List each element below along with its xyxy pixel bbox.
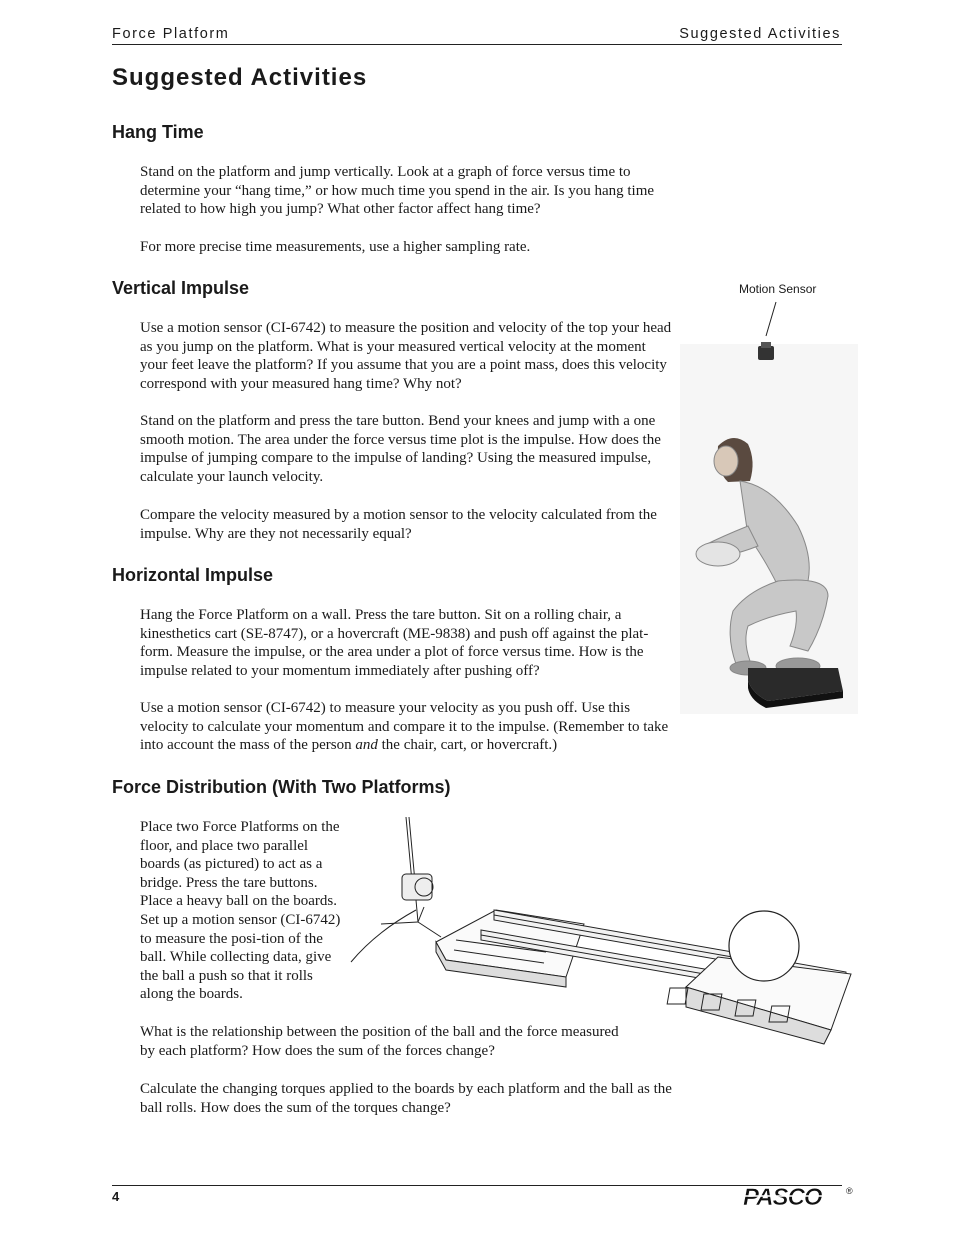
running-header-right: Suggested Activities xyxy=(679,26,841,42)
section-heading-force-distribution: Force Distribution (With Two Platforms) xyxy=(112,777,451,797)
paragraph xyxy=(140,699,675,755)
svg-text:PASCO: PASCO xyxy=(743,1184,822,1210)
footer-rule xyxy=(112,1185,842,1186)
registered-mark: ® xyxy=(846,1186,853,1196)
emphasis: and xyxy=(355,737,378,754)
motion-sensor-stand-icon xyxy=(351,817,441,962)
header-rule xyxy=(112,44,842,45)
page-number: 4 xyxy=(112,1189,120,1204)
jumping-person-photo xyxy=(678,296,858,716)
paragraph: Place two Force Platforms on the floor, and place two parallel boards (as pictured) to act as a bridge. Press the tare buttons. Place a heavy ball on the boards. Set up a motion sensor (CI-6742) to measure the posi-tion of the ball. While collecting data, give the ball a push so that it rolls along the boards. xyxy=(140,819,341,1003)
section-heading-vertical-impulse: Vertical Impulse xyxy=(112,278,250,298)
section-heading-horizontal-impulse: Horizontal Impulse xyxy=(112,565,274,585)
paragraph: Hang the Force Platform on a wall. Press the tare button. Sit on a rolling chair, a kinesthetics cart (SE-8747), or a hovercraft (ME-9838) and push off against the plat-form. Measure the impulse, or the area under a plot of force versus time. How is the impulse related to your momentum immediately after pushing off? xyxy=(140,607,649,679)
page-title: Suggested Activities xyxy=(112,64,368,91)
section-heading-hang-time: Hang Time xyxy=(112,122,204,142)
paragraph: What is the relationship between the position of the ball and the force measured by each platform? How does the sum of the forces change? xyxy=(140,1024,619,1059)
paragraph: Use a motion sensor (CI-6742) to measure the position and velocity of the top your head as you jump on the platform. What is your measured vertical velocity at the moment your feet leave the platform? If you assume that you are a point mass, does this velocity correspond with your measured hang time? Why not? xyxy=(140,320,672,392)
paragraph: Compare the velocity measured by a motion sensor to the velocity calculated from the impulse. Why are they not necessarily equal? xyxy=(140,507,657,542)
two-platform-bridge-diagram xyxy=(346,812,856,1052)
paragraph: Stand on the platform and jump vertically. Look at a graph of force versus time to determine your “hang time,” or how much time you spend in the air. Is you hang time related to how high you jump? What other factor affect hang time? xyxy=(140,164,655,218)
paragraph: Calculate the changing torques applied to the boards by each platform and the ball as the ball rolls. How does the sum of the torques change? xyxy=(140,1081,672,1116)
running-header-left: Force Platform xyxy=(112,26,230,42)
ball-icon xyxy=(729,911,799,981)
figure-label-motion-sensor: Motion Sensor xyxy=(739,282,817,296)
pasco-logo xyxy=(741,1184,841,1210)
paragraph-text: Use a motion sensor (CI-6742) to measure your velocity as you push off. Use this velocity to calculate your momentum and compare it to the impulse. (Remember to take into account the mass of the person xyxy=(140,700,669,754)
paragraph: For more precise time measurements, use a higher sampling rate. xyxy=(140,239,531,255)
paragraph: Stand on the platform and press the tare button. Bend your knees and jump with a one smooth motion. The area under the force versus time plot is the impulse. How does the impulse of jumping compare to the impulse of landing? Using the measured impulse, calculate your launch velocity. xyxy=(140,413,661,485)
paragraph-text: the chair, cart, or hovercraft.) xyxy=(377,737,558,754)
